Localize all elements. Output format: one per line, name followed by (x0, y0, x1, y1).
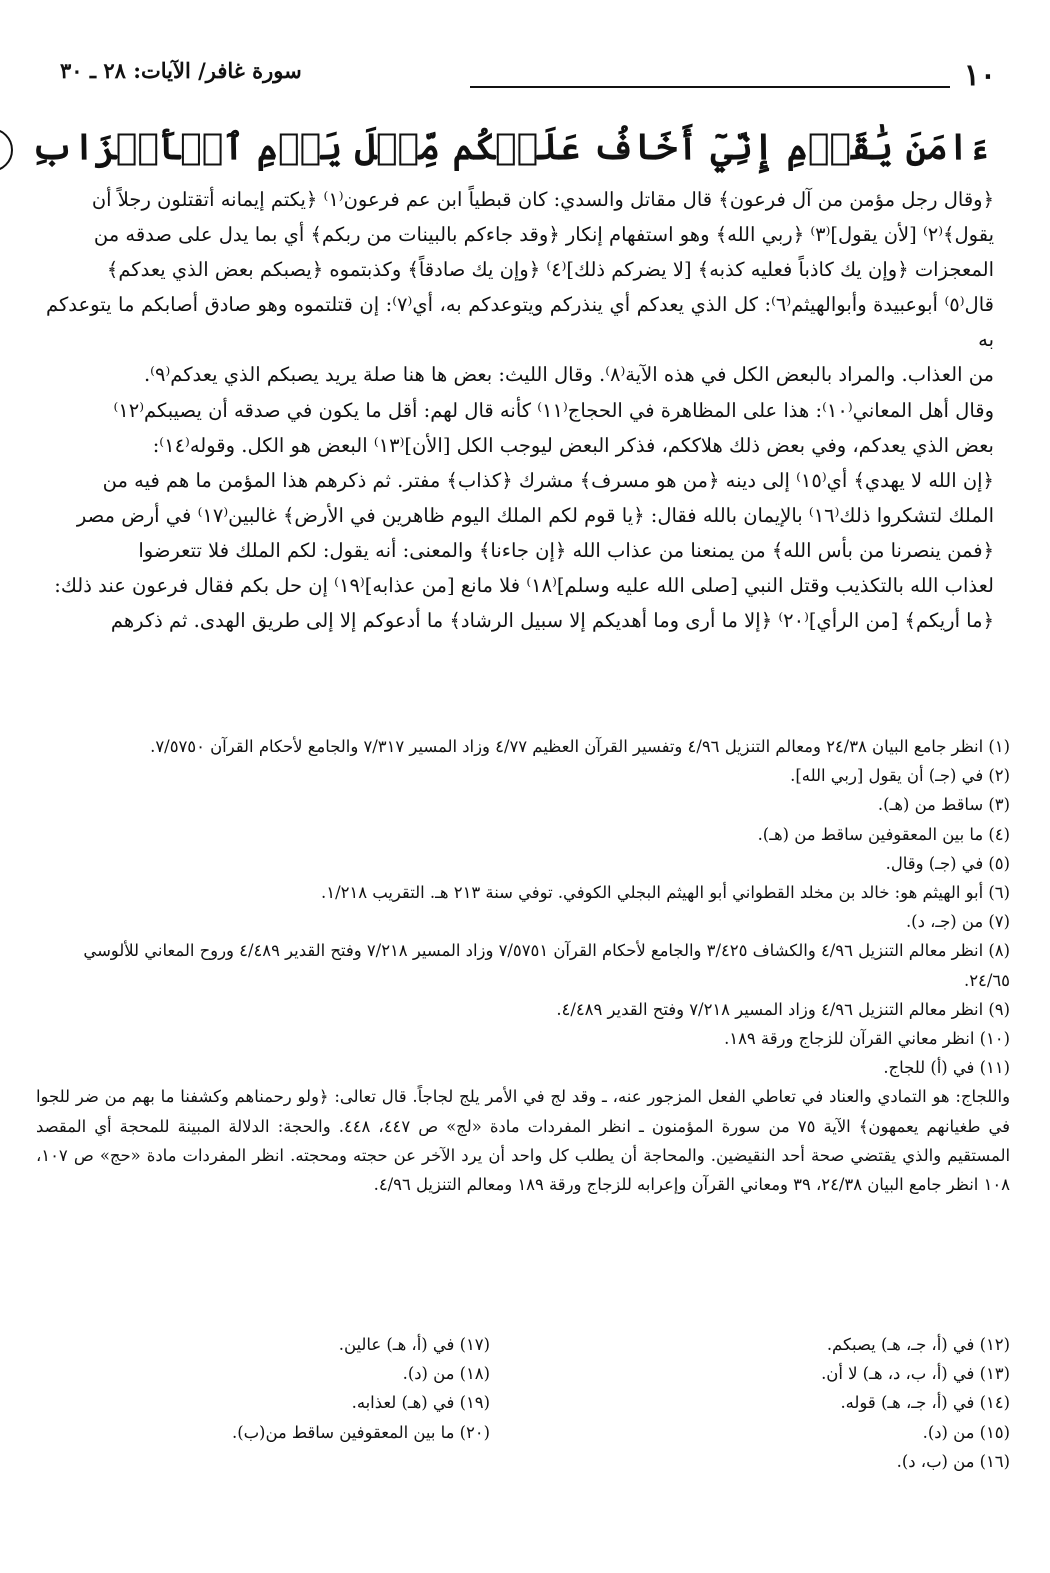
footnote: (١٣) في (أ، ب، د، هـ) لا أن. (821, 1364, 1010, 1384)
verse-number (0, 128, 13, 172)
footnotes-right-column (590, 1330, 1010, 1476)
footnote: (١٦) من (ب، د). (896, 1451, 1010, 1471)
verse-text: ءَامَنَ يَٰقَوۡمِ إِنِّيٓ أَخَافُ عَلَيۡكُم مِّثۡلَ يَوۡمِ ٱلۡأَحۡزَابِ (31, 126, 990, 168)
body-line: ﴿ما أريكم﴾ [من الرأي]⁽٢٠⁾ ﴿إلا ما أرى وما أهديكم إلا سبيل الرشاد﴾ ما أدعوكم إلا إلى طريق الهدى. ثم ذكرهم (110, 609, 994, 633)
footnote: (٦) أبو الهيثم هو: خالد بن مخلد القطواني أبو الهيثم البجلي الكوفي. توفي سنة ٢١٣ هـ. التقريب ١/٢١٨. (321, 883, 1010, 903)
page-number: ١٠ (963, 58, 996, 93)
footnotes (36, 732, 1010, 1199)
footnote: (٧) من (جـ، د). (905, 912, 1010, 932)
footnote: (١) انظر جامع البيان ٢٤/٣٨ ومعالم التنزيل ٤/٩٦ وتفسير القرآن العظيم ٤/٧٧ وزاد المسير ٧/٣١٧ والجامع لأحكام القرآن ٧/٥٧٥٠. (150, 737, 1010, 756)
body-line: بعض الذي يعدكم، وفي بعض ذلك هلاككم، فذكر البعض ليوجب الكل [الأن]⁽١٣⁾ البعض هو الكل. وقوله⁽١٤⁾: (152, 433, 994, 457)
body-line: الملك لتشكروا ذلك⁽١٦⁾ بالإيمان بالله فقال: ﴿يا قوم لكم الملك اليوم ظاهرين في الأرض﴾ غالبين⁽١٧⁾ في أرض مصر (76, 503, 994, 527)
footnote: (١٢) في (أ، جـ، هـ) يصبكم. (826, 1335, 1010, 1354)
footnote: (١٥) من (د). (922, 1422, 1010, 1442)
footnote: (٣) ساقط من (هـ). (877, 795, 1010, 815)
body-line: ﴿فمن ينصرنا من بأس الله﴾ من يمنعنا من عذاب الله ﴿إن جاءنا﴾ والمعنى: أنه يقول: لكم الملك فلا تتعرضوا (138, 538, 994, 562)
body-line: لعذاب الله بالتكذيب وقتل النبي [صلى الله عليه وسلم]⁽١٨⁾ فلا مانع [من عذابه]⁽١٩⁾ إن حل بكم فقال فرعون عند ذلك: (54, 574, 994, 598)
footnote: (١٩) في (هـ) لعذابه. (351, 1393, 490, 1413)
footnotes-two-column (36, 1330, 1010, 1520)
footnote: (٥) في (جـ) وقال. (885, 853, 1010, 873)
footnote: (١١) في (أ) للجاج. (883, 1058, 1010, 1078)
footnotes-left-column (70, 1330, 490, 1447)
body-line: قال⁽٥⁾ أبوعبيدة وأبوالهيثم⁽٦⁾: كل الذي يعدكم أي ينذركم ويتوعدكم به، أي⁽٧⁾: إن قتلتموه وهو صادق أصابكم ما يتوعدكم به (46, 293, 994, 352)
header-rule (470, 86, 950, 88)
body-line: وقال أهل المعاني⁽١٠⁾: هذا على المظاهرة في الحجاج⁽١١⁾ كأنه قال لهم: أقل ما يكون في صدقه أن يصيبكم⁽١٢⁾ (113, 398, 994, 422)
footnote: (٨) انظر معالم التنزيل ٤/٩٦ والكشاف ٣/٤٢٥ والجامع لأحكام القرآن ٧/٥٧٥١ وزاد المسير ٧/٢١٨ وفتح القدير ٤/٤٨٩ وروح المعاني للألوسي ٢٤/٦٥. (83, 941, 1010, 990)
body-line: ﴿وقال رجل مؤمن من آل فرعون﴾ قال مقاتل والسدي: كان قبطياً ابن عم فرعون⁽١⁾ ﴿يكتم إيمانه أتقتلون رجلاً أن (91, 188, 994, 211)
body-line: من العذاب. والمراد بالبعض الكل في هذه الآية⁽٨⁾. وقال الليث: بعض ها هنا صلة يريد يصبكم الذي يعدكم⁽٩⁾. (143, 363, 994, 387)
footnote: (١٤) في (أ، جـ، هـ) قوله. (840, 1393, 1010, 1413)
running-title: سورة غافر/ الآيات: ٢٨ ـ ٣٠ (60, 58, 302, 83)
quran-verse (31, 126, 990, 172)
page-header (60, 58, 996, 92)
footnote: (١٧) في (أ، هـ) عالين. (338, 1335, 490, 1354)
footnote: (٢) في (جـ) أن يقول [ربي الله]. (790, 766, 1010, 786)
footnote: (٤) ما بين المعقوفين ساقط من (هـ). (757, 824, 1010, 844)
footnote: (٢٠) ما بين المعقوفين ساقط من(ب). (232, 1422, 490, 1442)
body-line: المعجزات ﴿وإن يك كاذباً فعليه كذبه﴾ [لا يضركم ذلك]⁽٤⁾ ﴿وإن يك صادقاً﴾ وكذبتموه ﴿يصبكم بعض الذي يعدكم﴾ (106, 258, 994, 282)
footnote: (٩) انظر معالم التنزيل ٤/٩٦ وزاد المسير ٧/٢١٨ وفتح القدير ٤/٤٨٩. (556, 999, 1010, 1019)
footnote: (١٨) من (د). (402, 1364, 490, 1384)
body-line: يقول﴾⁽٢⁾ [لأن يقول]⁽٣⁾ ﴿ربي الله﴾ وهو استفهام إنكار ﴿وقد جاءكم بالبينات من ربكم﴾ أي بما يدل على صدقه من (93, 223, 994, 247)
footnote: (١٠) انظر معاني القرآن للزجاج ورقة ١٨٩. (724, 1029, 1010, 1049)
body-line: ﴿إن الله لا يهدي﴾ أي⁽١٥⁾ إلى دينه ﴿من هو مسرف﴾ مشرك ﴿كذاب﴾ مفتر. ثم ذكرهم هذا المؤمن ما هم فيه من (102, 468, 994, 492)
footnote-gloss: واللجاج: هو التمادي والعناد في تعاطي الفعل المزجور عنه، ـ وقد لج في الأمر يلج لجاجاً. قال تعالى: ﴿ولو رحمناهم وكشفنا ما بهم من ضر للجوا في طغيانهم يعمهون﴾ الآية ٧٥ من سورة المؤمنون ـ انظر المفردات مادة «لج» ص ٤٤٧، ٤٤٨. والحجة: الدلالة المبينة للمحجة أي المقصد المستقيم والذي يقتضي صحة أحد النقيضين. والمحاجة أن يطلب كل واحد أن يرد الآخر عن حجته ومحجته. انظر المفردات مادة «حج» ص ١٠٧، ١٠٨ انظر جامع البيان ٢٤/٣٨، ٣٩ ومعاني القرآن وإعرابه للزجاج ورقة ١٨٩ ومعالم التنزيل ٤/٩٦. (36, 1087, 1010, 1195)
body-text (46, 182, 994, 638)
